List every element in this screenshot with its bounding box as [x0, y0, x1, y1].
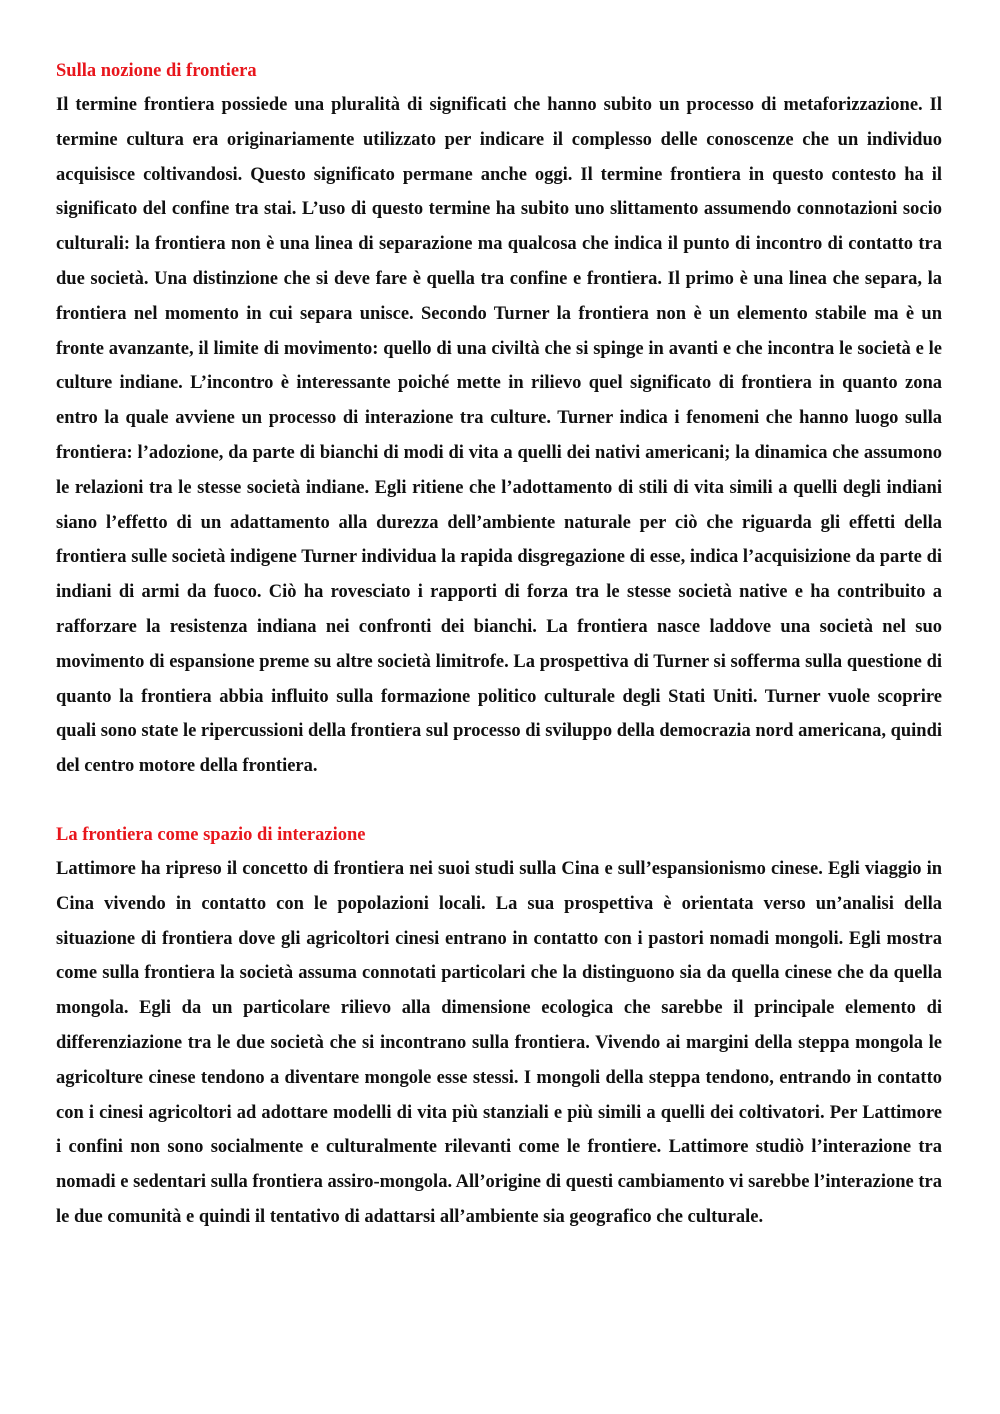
- section-paragraph: Lattimore ha ripreso il concetto di frontiera nei suoi studi sulla Cina e sull’espansionismo cinese. Egli viaggio in Cina vivendo in contatto con le popolazioni locali. La sua prospettiva è orientata verso un’analisi della situazione di frontiera dove gli agricoltori cinesi entrano in contatto con i pastori nomadi mongoli. Egli mostra come sulla frontiera la società assuma connotati particolari che la distinguono sia da quella cinese che da quella mongola. Egli da un particolare rilievo alla dimensione ecologica che sarebbe il principale elemento di differenziazione tra le due società che si incontrano sulla frontiera. Vivendo ai margini della steppa mongola le agricolture cinese tendono a diventare mongole esse stessi. I mongoli della steppa tendono, entrando in contatto con i cinesi agricoltori ad adottare modelli di vita più stanziali e più simili a quelli dei coltivatori. Per Lattimore i confini non sono socialmente e culturalmente rilevanti come le frontiere. Lattimore studiò l’interazione tra nomadi e sedentari sulla frontiera assiro-mongola. All’origine di questi cambiamento vi sarebbe l’interazione tra le due comunità e quindi il tentativo di adattarsi all’ambiente sia geografico che culturale.: [56, 858, 942, 1227]
- section-frontier-notion: [56, 58, 942, 784]
- section-paragraph: Il termine frontiera possiede una pluralità di significati che hanno subito un processo di metaforizzazione. Il termine cultura era originariamente utilizzato per indicare il complesso delle conoscenze che un individuo acquisisce coltivandosi. Questo significato permane anche oggi. Il termine frontiera in questo contesto ha il significato del confine tra stai. L’uso di questo termine ha subito uno slittamento assumendo connotazioni socio culturali: la frontiera non è una linea di separazione ma qualcosa che indica il punto di incontro di contatto tra due società. Una distinzione che si deve fare è quella tra confine e frontiera. Il primo è una linea che separa, la frontiera nel momento in cui separa unisce. Secondo Turner la frontiera non è un elemento stabile ma è un fronte avanzante, il limite di movimento: quello di una civiltà che si spinge in avanti e che incontra le società e le culture indiane. L’incontro è interessante poiché mette in rilievo quel significato di frontiera in quanto zona entro la quale avviene un processo di interazione tra culture. Turner indica i fenomeni che hanno luogo sulla frontiera: l’adozione, da parte di bianchi di modi di vita a quelli dei nativi americani; la dinamica che assumono le relazioni tra le stesse società indiane. Egli ritiene che l’adottamento di stili di vita simili a quelli degli indiani siano l’effetto di un adattamento alla durezza dell’ambiente naturale per ciò che riguarda gli effetti della frontiera sulle società indigene Turner individua la rapida disgregazione di esse, indica l’acquisizione da parte di indiani di armi da fuoco. Ciò ha rovesciato i rapporti di forza tra le stesse società native e ha contribuito a rafforzare la resistenza indiana nei confronti dei bianchi. La frontiera nasce laddove una società nel suo movimento di espansione preme su altre società limitrofe. La prospettiva di Turner si sofferma sulla questione di quanto la frontiera abbia influito sulla formazione politico culturale degli Stati Uniti. Turner vuole scoprire quali sono state le ripercussioni della frontiera sul processo di sviluppo della democrazia nord americana, quindi del centro motore della frontiera.: [56, 95, 943, 777]
- section-frontier-interaction: [56, 822, 942, 1235]
- section-title: Sulla nozione di frontiera: [56, 61, 257, 81]
- section-title: La frontiera come spazio di interazione: [56, 824, 366, 845]
- header-mark: [488, 0, 512, 3]
- document-content: [56, 58, 942, 1235]
- section-divider-space: [56, 784, 942, 822]
